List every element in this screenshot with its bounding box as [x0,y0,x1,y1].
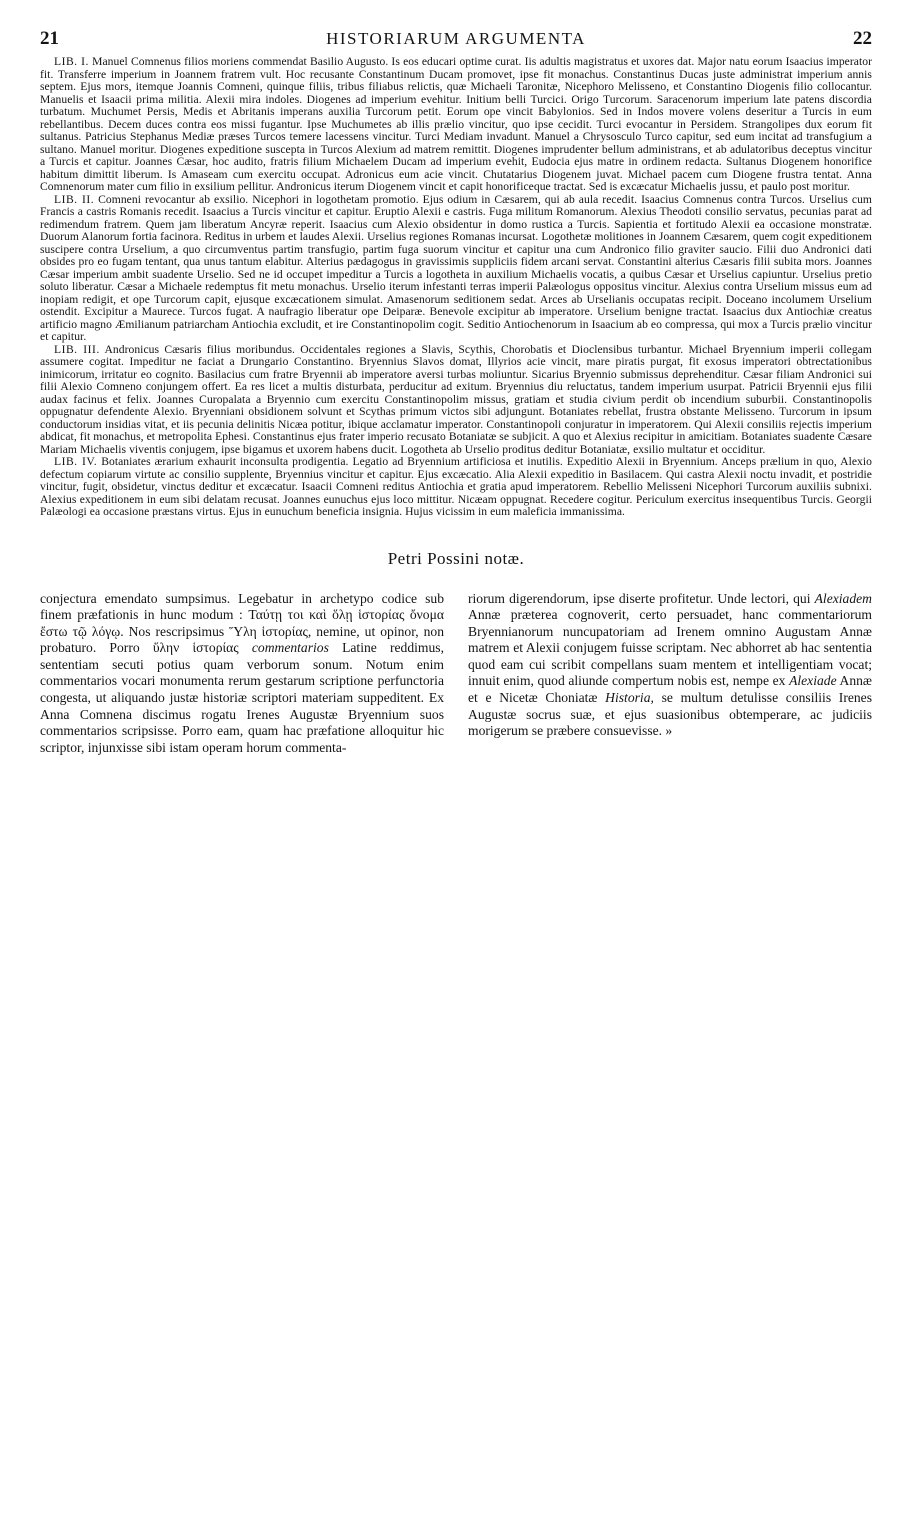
notes-heading: Petri Possini notæ. [387,548,525,568]
running-head [40,28,872,54]
book-summary-1 [40,56,872,194]
notes-text: Annæ et e Nicetæ Choniatæ [468,673,872,706]
book-summary-text: Andronicus Cæsaris filius moribundus. Occidentales regiones a Slavis, Scythis, Chorobatis et Dioclensibus turbantur. Michael Bryennium imperii collegam assumere cogitat. Impeditur ne faciat a Drungario Constantino. Bryennius Slavos domat, Illyrios acie vincit, mare piratis purgat, fit exosus imperatori obtrectationibus inimicorum, irritatur eo cognito. Basilacius cum fratre Bryennii ab imperatore aversi turbas moliuntur. Sicarius Bryennio submissus deprehenditur. Cæsar filiam Andronici sui filii Alexio Comneno conjungem offert. Ea res licet a multis disturbata, perducitur ad exitum. Bryennius diu reluctatus, tandem imperium usurpat. Patricii Bryennii ejus filii audax facinus et felix. Joannes Curopalata a Bryennio cum exercitu Constantinopolim missus, gratiam et studia civium perdit ob incendium suburbii. Constantinopolis oppugnatur defendente Alexio. Bryenniani obsidionem solvunt et Scythas primum victos sibi adjungunt. Botaniates rebellat, frustra obstante Melisseno. Turcorum in ipsum conductorum insidias vitat, et iis pecunia delinitis Nicæa potitur, ibique acclamatur imperator. Constantinopoli conjuratur in imperatorem. Qui Alexii consiliis rejectis imperium abdicat, fit monachus, et metropolita Ephesi. Constantinus ejus frater imperio recusato Botaniatæ se subjicit. A quo et Alexius recipitur in amicitiam. Botaniates suadente Cæsare Mariam Michaelis viventis conjugem, ipse bigamus et uxorem habens ducit. Logotheta ab Urselio proditus deditur Botaniatæ, exsilio multatur et occiditur. [40,342,872,456]
page-number-left: 21 [40,28,59,49]
book-label: LIB. IV. [54,455,98,468]
argumenta-section [40,56,872,519]
book-summary-text: Botaniates ærarium exhaurit inconsulta prodigentia. Legatio ad Bryennium artificiosa et inutilis. Expeditio Alexii in Bryennium. Anceps prælium in quo, Alexio defectum copiarum virtute ac consilio supplente, Bryennius vincitur et capitur. Ejus excæcatio. Alia Alexii expeditio in Basilacem. Qui castra Alexii noctu invadit, et postridie vincitur, fugit, obsidetur, vinctus deditur et excæcatur. Isaacii Comneni reditus Antiochia et gratia apud imperatorem. Rebellio Melisseni Nicephori Turcorum auxiliis subnixi. Alexius expeditionem in eum sibi delatam recusat. Joannes eunuchus ejus loco mittitur. Nicæam oppugnat. Recedere cogitur. Periculum exercitus insequentibus Turcis. Georgii Palæologi ea occasione præstans virtus. Ejus in eunuchum beneficia insignia. Hujus vicissim in eum maleficia immanissima. [40,455,873,518]
notes-text: se multum detulisse consiliis Irenes Augustæ socrus suæ, et ejus suasionibus obtemperare, ac judiciis morigerum se præbere consuevisse. » [468,690,873,739]
book-summary-2 [40,194,872,344]
book-label: LIB. I. [54,55,89,68]
book-label: LIB. III. [54,342,100,356]
notes-text: Latine reddimus, sententiam secuti potius quam verborum sonum. Notum enim commentarios vocari monumenta rerum gestarum scriptione perfunctoria congesta, ut aliquando justæ historiæ scriptori materiam suppeditent. Ex Anna Comnena discimus rogatu Irenes Augustæ Bryennium suos commentarios scripsisse. Porro eam, quam hac præfatione alloquitur hic scriptor, injunxisse sibi istam operam horum commenta- [40,640,444,755]
notes-column-left [40,591,444,757]
page-title: HISTORIARUM ARGUMENTA [326,29,586,48]
book-summary-text: Manuel Comnenus filios moriens commendat Basilio Augusto. Is eos educari optime curat. Iis adultis magistratus et uxores dat. Major natu eorum Isaacius imperator fit. Transferre imperium in Joannem fratrem vult. Hoc recusante Constantinum Ducam promovet, ipse fit monachus. Constantinus Ducas juste administrat imperium annis septem. Ejus mors, itemque Joannis Comneni, quinque filiis, tribus filiabus relictis, quæ Michaeli Taronitæ, Nicephoro Melisseno, et Constantino Diogenis filio collocantur. Manuelis et Isaacii prima militia. Alexii mira indoles. Diogenes ad imperium evehitur. Initium belli Turcici. Origo Turcorum. Saracenorum imperium late patens discordia turbatum. Muchumet Persis, Medis et Abritanis imperans auxilia Turcorum petit. Eorum ope vincit Babylonios. Sed in Indos movere volens deseritur a Turcis in eum rebellantibus. Decem duces contra eos missi fugantur. Ipse Muchumetes ab illis prælio vincitur, quo ipse cecidit. Turci evocantur in Persidem. Strangolipes dux eorum fit sultanus. Patricius Stephanus Mediæ præses Turcos temere lacessens vincitur. Turci Mediam invadunt. Manuel a Chrysosculo Turco capitur, sed eum incitat ad transfugium a sultano. Manuel moritur. Diogenes expeditione suscepta in Turcos Alexium ad matrem remittit. Diogenes imprudenter bellum administrans, et ab adulatoribus deceptus vincitur a Turcis et capitur. Joannes Cæsar, hoc audito, fratris filium Michaelem Ducam ad imperium evehit, Eudocia ejus matre in ordinem redacta. Sultanus Diogenem honorifice habitum dimittit liberum. Is Amaseam cum exercitu occupat. Adronicus eum acie vincit. Chutatarius Diogenem juvat. Michael pacem cum Diogene frustra tentat. Anna Comnenorum mater cum filio in exsilium pellitur. Andronicus iterum Diogenem vincit et capit honorificeque tractat. Sed is excæcatur Michaelis jussu, et paulo post moritur. [40,55,873,193]
notes-italic: Alexiade [789,673,837,689]
notes-text: conjectura emendato sumpsimus. Legebatur in archetypo codice sub finem præfationis in hunc modum : Ταύτῃ τοι καὶ ὅλῃ ἱστορίας ὄνομα ἔστω τῷ λόγῳ. Nos rescripsimus Ὕλη ἱστορίας, nemine, ut opinor, non probaturo. Porro ὕλην ἱστορίας [40,590,444,656]
notes-columns [40,591,872,757]
book-summary-3 [40,344,872,457]
notes-column-right [468,591,872,757]
page-number-right: 22 [852,28,872,49]
notes-text: riorum digerendorum, ipse diserte profitetur. Unde lectori, qui [468,590,811,606]
book-summary-4 [40,456,872,519]
book-label: LIB. II. [54,192,95,206]
notes-italic: commentarios [251,640,329,656]
notes-italic: Alexiadem [814,590,872,606]
book-summary-text: Comneni revocantur ab exsilio. Nicephori in logothetam promotio. Ejus odium in Cæsarem, qui ab aula recedit. Isaacius Comnenus contra Turcos. Urselius cum Francis a castris Romanis recedit. Isaacius a Turcis vincitur et capitur. Eruptio Alexii e castris. Fuga militum Romanorum. Alexius Theodoti consilio servatus, pecunias parat ad redimendum fratrem. Quem jam liberatum Ancyræ reperit. Isaacius cum Alexio obsidentur in domo rustica a Turcis. Sapientia et fortitudo Alexii ea occasione monstratæ. Duorum Alanorum fortia facinora. Reditus in urbem et laudes Alexii. Urselius regiones Romanas incursat. Logothetæ molitiones in Joannem Cæsarem, quem cogit expeditionem suscipere contra Urselium, a quo circumventus partim transfugio, partim fuga suorum vincitur et capitur una cum Andronico filio graviter saucio. Filii duo Andronici dati obsides pro eo fugam tentant, qua unus tantum elabitur. Alterius pædagogus in gravissimis suppliciis fidem arcani servat. Constantini alterius Cæsaris filii subita mors. Joannes Cæsar imperium ambit suadente Urselio. Sed ne id occupet impeditur a Turcis a logotheta in auxilium Michaelis vocatis, a quibus Cæsar et Urselius capiuntur. Urselius pretio soluto liberatur. Cæsar a Michaele redemptus fit metu monachus. Urselio iterum infestanti terras imperii Palæologus oppositus vincitur. Alexius contra Urselium missus eum ad inopiam redigit, et ope Turcorum capit, ejusque excæcationem simulat. Amasenorum seditionem sedat. Arces ab Urselianis occupatas recipit. Doceano incolumem Urselium ostendit. Excipitur a Maurece. Turcos fugat. A naufragio liberatur ope Deiparæ. Benevole excipitur ab imperatore. Urselium benigne tractat. Isaacius dux Antiochiæ creatus artificio magno Æmilianum patriarcham Antiochia excludit, et ire Constantinopolim cogit. Seditio Antiochenorum in Isaacium ab eo compressa, qui mox a Turcis prælio vincitur et capitur. [40,192,872,343]
notes-italic: Historia, [605,690,654,706]
notes-text: Annæ præterea cognoverit, certo persuadet, hanc commentariorum Bryennianorum nuncupatoriam ad Irenem omnino Augustam Annæ matrem et Alexii conjugem fuisse scriptam. Nec abhorret ab hac sententia quod eam cui scribit compellans suam mentem et intelligentiam vocat; innuit enim, quod aliunde compertum nobis est, nempe ex [468,607,872,689]
